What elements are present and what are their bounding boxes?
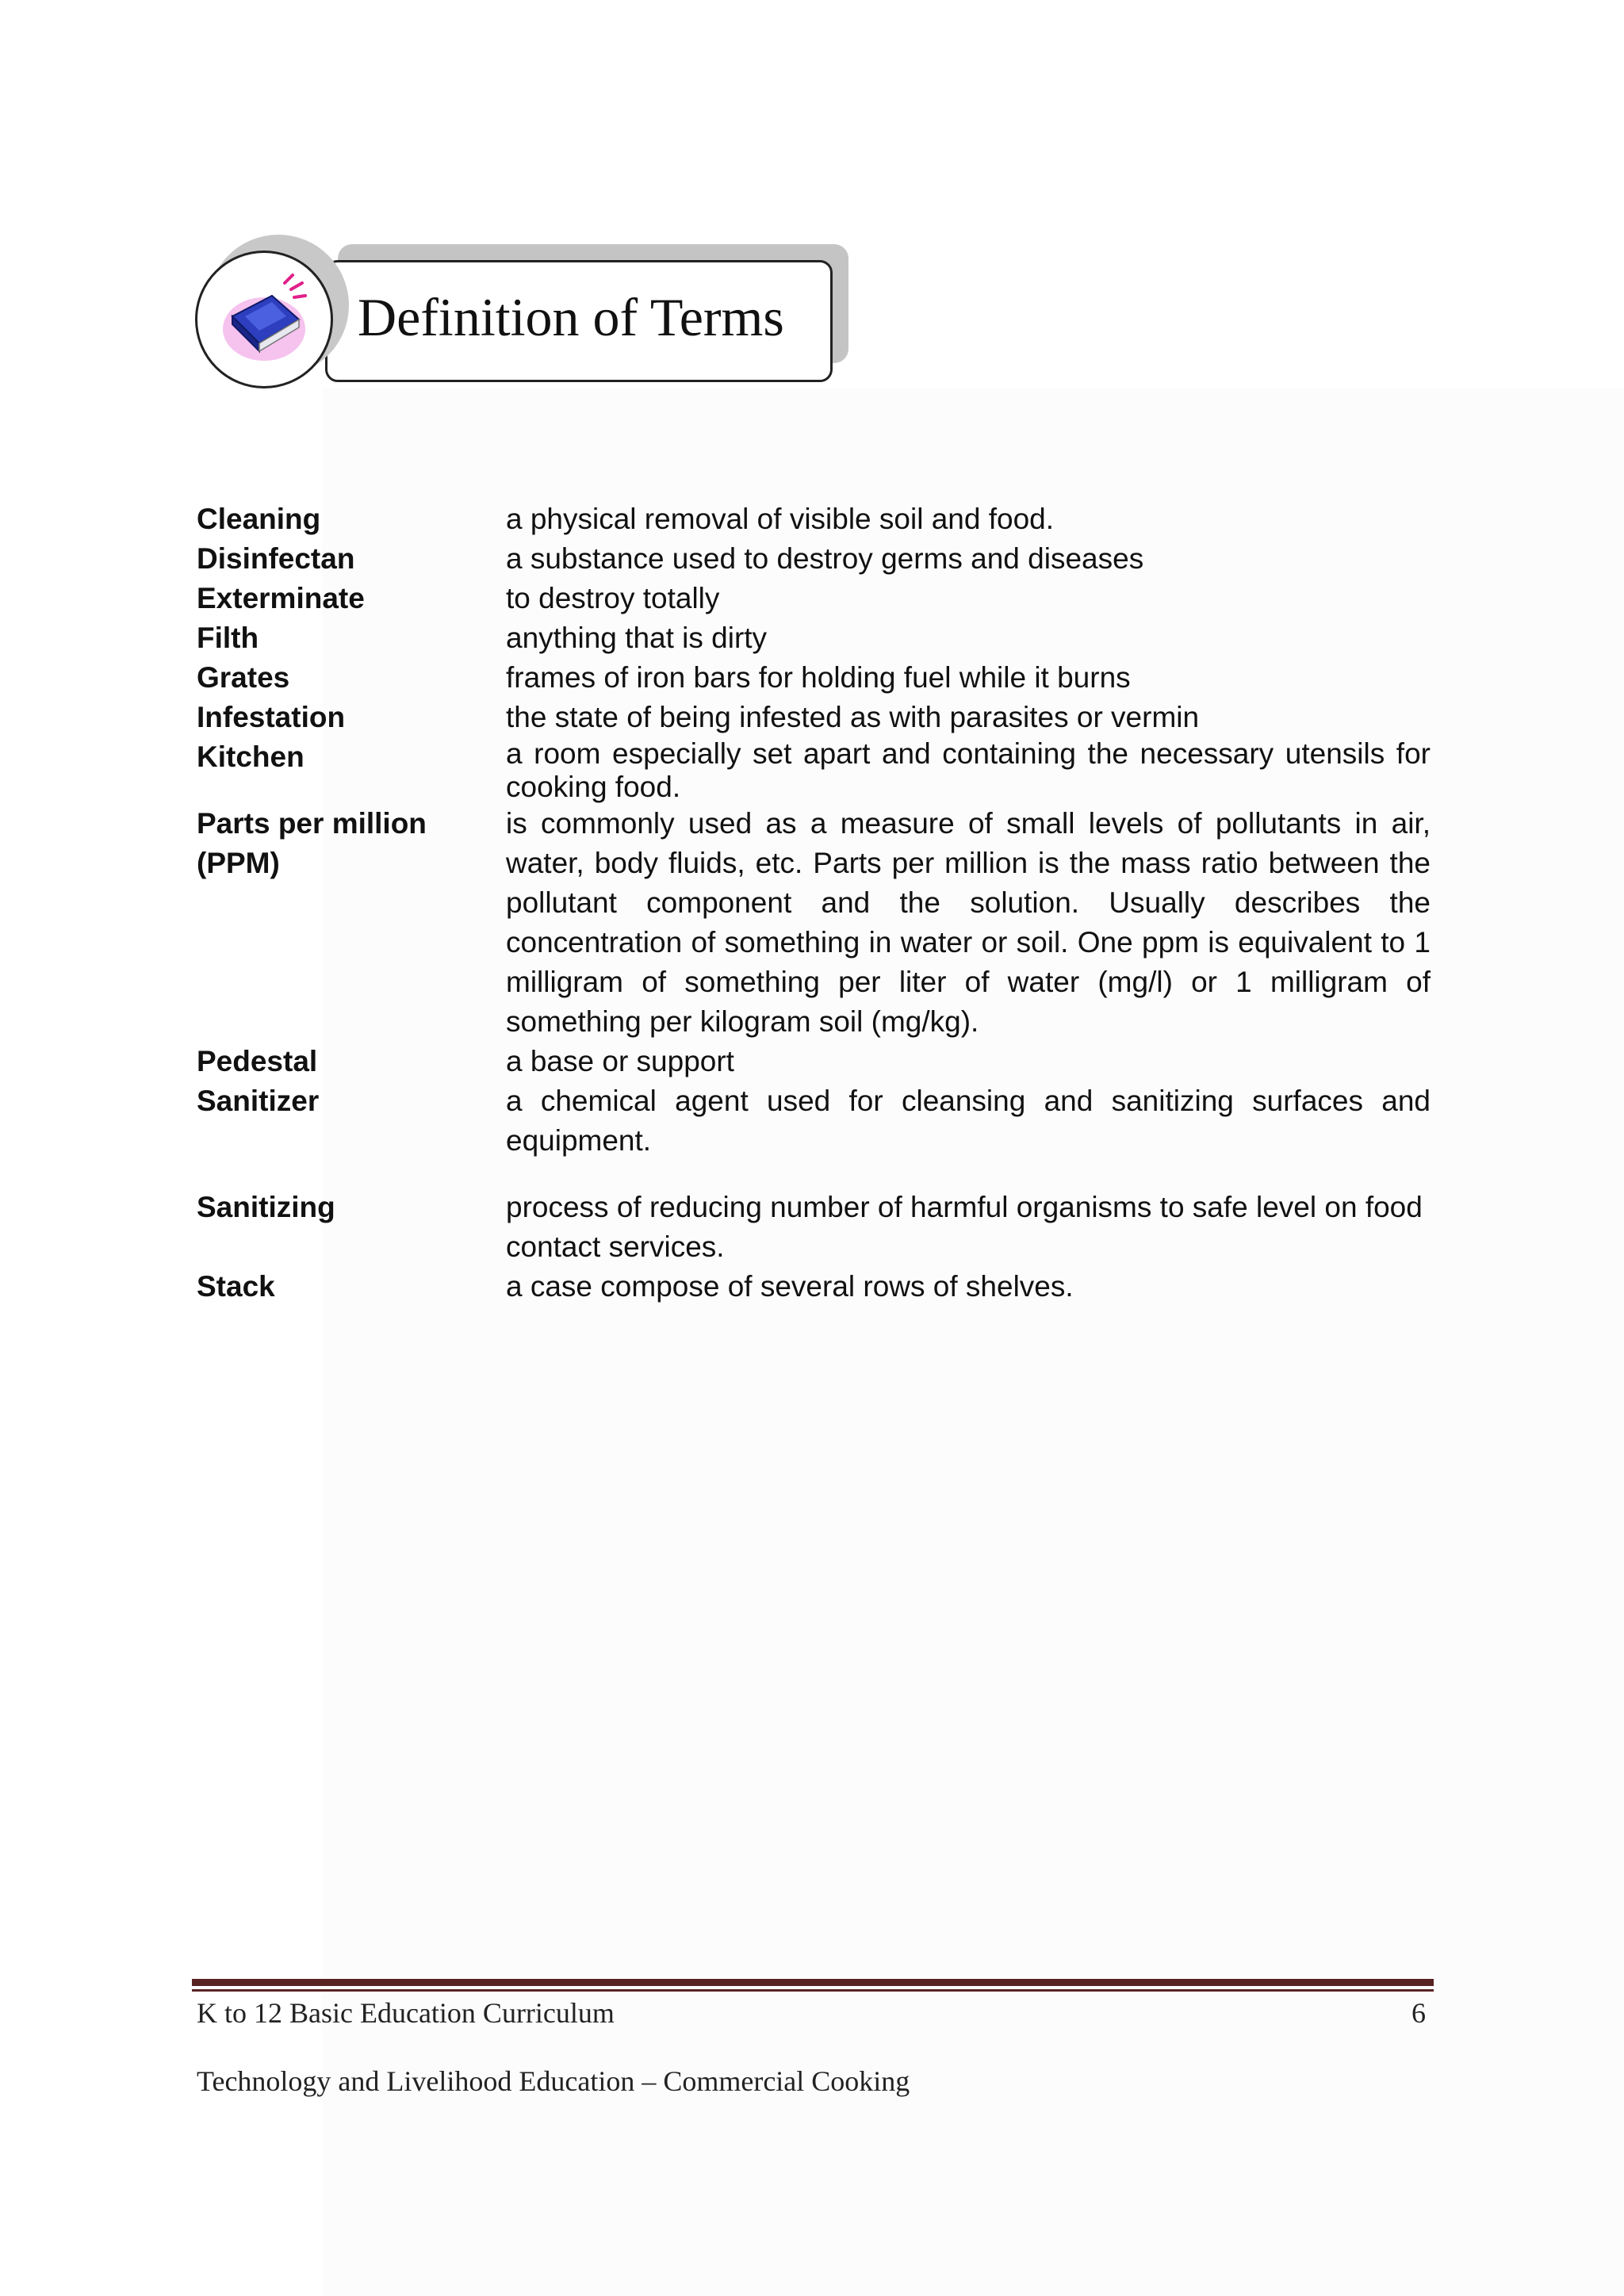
term-definition: anything that is dirty bbox=[506, 622, 768, 654]
term-row bbox=[197, 539, 1431, 579]
term-row bbox=[197, 1081, 1431, 1161]
term-definition: to destroy totally bbox=[506, 582, 720, 614]
term-label: Kitchen bbox=[197, 740, 304, 773]
term-row bbox=[197, 579, 1431, 618]
term-label: Disinfectan bbox=[197, 542, 355, 575]
term-label: Pedestal bbox=[197, 1045, 318, 1077]
term-label: Sanitizing bbox=[197, 1191, 335, 1223]
term-label: Grates bbox=[197, 661, 290, 694]
term-row bbox=[197, 804, 1431, 1042]
term-row bbox=[197, 618, 1431, 658]
book-icon bbox=[216, 272, 315, 370]
term-definition: process of reducing number of harmful organisms to safe level on food contact services. bbox=[506, 1191, 1423, 1263]
term-label: Sanitizer bbox=[197, 1085, 320, 1117]
term-label: Infestation bbox=[197, 701, 346, 733]
footer-curriculum: K to 12 Basic Education Curriculum bbox=[197, 1997, 615, 2029]
term-label: Exterminate bbox=[197, 582, 365, 614]
term-definition: is commonly used as a measure of small levels of pollutants in air, water, body fluids, etc. Parts per million is the mass ratio between the pollutant component and the solution. Usually describes the concentration of something in water or soil. One ppm is equivalent to 1 milligram of something per liter of water (mg/l) or 1 milligram of something per kilogram soil (mg/kg). bbox=[506, 807, 1431, 1038]
footer-rule bbox=[192, 1979, 1434, 1986]
term-definition: a case compose of several rows of shelves. bbox=[506, 1270, 1074, 1303]
term-definition: a physical removal of visible soil and food. bbox=[506, 503, 1055, 535]
term-label: Filth bbox=[197, 622, 259, 654]
term-row bbox=[197, 737, 1431, 804]
term-definition: a chemical agent used for cleansing and sanitizing surfaces and equipment. bbox=[506, 1085, 1431, 1157]
terms-list bbox=[197, 499, 1431, 1307]
term-row bbox=[197, 658, 1431, 698]
icon-circle bbox=[195, 251, 333, 388]
section-header bbox=[195, 235, 853, 393]
term-definition: frames of iron bars for holding fuel while it burns bbox=[506, 661, 1131, 694]
term-label: Cleaning bbox=[197, 503, 321, 535]
term-row bbox=[197, 1188, 1431, 1267]
term-definition: a base or support bbox=[506, 1045, 734, 1077]
term-row bbox=[197, 1042, 1431, 1081]
term-label: Stack bbox=[197, 1270, 275, 1303]
term-label: Parts per million (PPM) bbox=[197, 807, 427, 879]
term-row bbox=[197, 698, 1431, 737]
footer-rule-thin bbox=[192, 1989, 1434, 1992]
footer-subject: Technology and Livelihood Education – Commercial Cooking bbox=[197, 2065, 910, 2097]
term-row bbox=[197, 1267, 1431, 1307]
page-number: 6 bbox=[1411, 1997, 1426, 2029]
term-definition: the state of being infested as with parasites or vermin bbox=[506, 701, 1200, 733]
header-box bbox=[325, 260, 833, 382]
term-definition: a substance used to destroy germs and diseases bbox=[506, 542, 1144, 575]
page-title: Definition of Terms bbox=[358, 287, 784, 347]
term-row bbox=[197, 499, 1431, 539]
term-definition: a room especially set apart and containing the necessary utensils for cooking food. bbox=[506, 737, 1431, 803]
